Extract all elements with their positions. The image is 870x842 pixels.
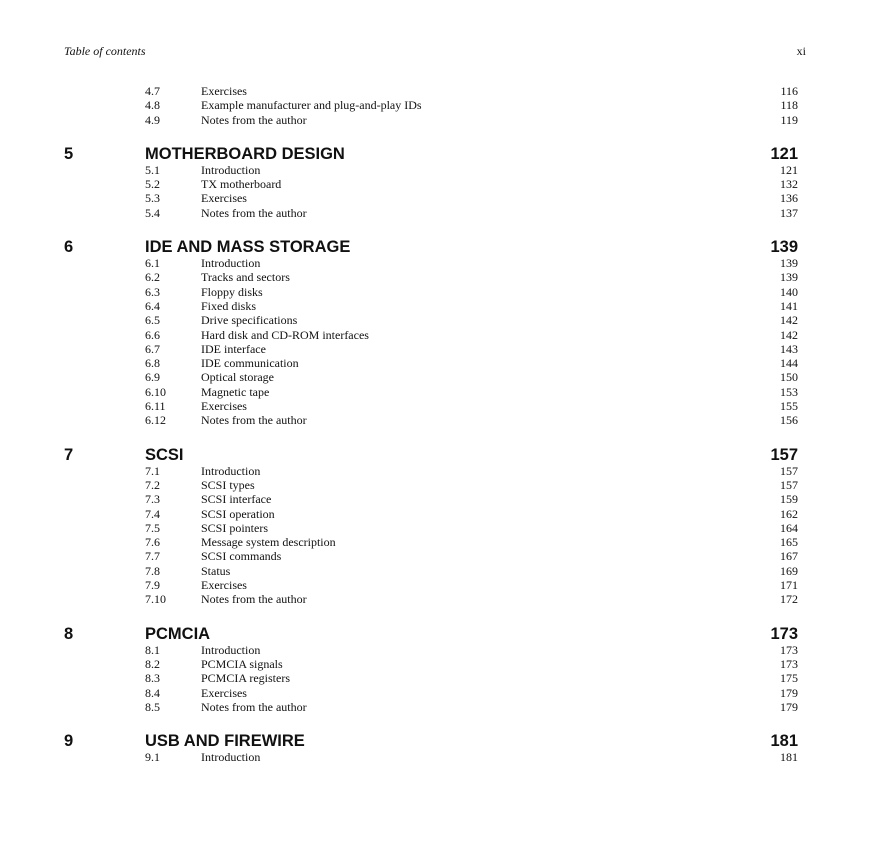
section-page-number: 119: [780, 112, 798, 127]
section-number: 6.7: [145, 341, 160, 356]
section-title: TX motherboard: [201, 177, 282, 192]
chapter-block: [64, 446, 798, 607]
section-page-number: 162: [780, 506, 798, 521]
header-page-number: xi: [796, 44, 806, 58]
section-page-number: 153: [780, 384, 798, 399]
section-number: 9.1: [145, 750, 160, 765]
section-title: Introduction: [201, 642, 261, 657]
section-page-number: 121: [780, 162, 798, 177]
section-title: IDE interface: [201, 341, 266, 356]
toc-entry: [64, 507, 798, 521]
toc-entry: [64, 342, 798, 356]
section-page-number: 137: [780, 205, 798, 220]
section-title: Exercises: [201, 399, 247, 414]
section-number: 6.2: [145, 270, 160, 285]
section-page-number: 179: [780, 685, 798, 700]
section-number: 7.3: [145, 492, 160, 507]
section-page-number: 116: [780, 84, 798, 98]
section-number: 5.1: [145, 162, 160, 177]
section-title: SCSI operation: [201, 506, 275, 521]
section-number: 5.3: [145, 191, 160, 206]
section-title: Floppy disks: [201, 284, 263, 299]
toc-entry: [64, 643, 798, 657]
section-number: 7.2: [145, 477, 160, 492]
toc-entry: [64, 750, 798, 764]
section-page-number: 164: [780, 520, 798, 535]
section-number: 5.2: [145, 177, 160, 192]
toc-entry: [64, 464, 798, 478]
section-page-number: 156: [780, 413, 798, 428]
section-page-number: 175: [780, 671, 798, 686]
section-number: 7.8: [145, 563, 160, 578]
chapter-heading: [64, 732, 798, 750]
section-number: 7.6: [145, 535, 160, 550]
section-page-number: 179: [780, 699, 798, 714]
section-title: Exercises: [201, 685, 247, 700]
chapter-title: SCSI: [145, 445, 184, 464]
toc-entry: [64, 177, 798, 191]
section-number: 7.4: [145, 506, 160, 521]
section-number: 6.12: [145, 413, 166, 428]
section-number: 4.8: [145, 98, 160, 113]
section-page-number: 155: [780, 399, 798, 414]
toc-entry: [64, 564, 798, 578]
section-title: Magnetic tape: [201, 384, 270, 399]
section-page-number: 118: [780, 98, 798, 113]
section-title: Notes from the author: [201, 592, 307, 607]
section-title: Example manufacturer and plug-and-play IDs: [201, 98, 422, 113]
toc-entry: [64, 299, 798, 313]
section-number: 4.9: [145, 112, 160, 127]
toc-entry: [64, 578, 798, 592]
section-number: 5.4: [145, 205, 160, 220]
section-title: Notes from the author: [201, 112, 307, 127]
chapter-number: 6: [64, 238, 74, 257]
section-title: SCSI commands: [201, 549, 282, 564]
toc-entry: [64, 84, 798, 98]
chapter-title: IDE AND MASS STORAGE: [145, 238, 351, 257]
section-title: Optical storage: [201, 370, 274, 385]
section-page-number: 132: [780, 177, 798, 192]
chapter-number: 7: [64, 445, 74, 464]
toc-entry: [64, 592, 798, 606]
section-number: 6.6: [145, 327, 160, 342]
section-title: Notes from the author: [201, 413, 307, 428]
toc-entry: [64, 256, 798, 270]
chapter-number: 9: [64, 732, 74, 751]
table-of-contents: [64, 84, 798, 764]
section-title: Hard disk and CD-ROM interfaces: [201, 327, 369, 342]
toc-entry: [64, 399, 798, 413]
section-page-number: 140: [780, 284, 798, 299]
section-number: 8.2: [145, 656, 160, 671]
section-page-number: 172: [780, 592, 798, 607]
chapter-block: [64, 625, 798, 714]
section-page-number: 169: [780, 563, 798, 578]
section-page-number: 159: [780, 492, 798, 507]
section-title: Fixed disks: [201, 298, 257, 313]
section-title: SCSI pointers: [201, 520, 269, 535]
section-title: IDE communication: [201, 356, 299, 371]
section-title: Exercises: [201, 84, 247, 98]
toc-entry: [64, 521, 798, 535]
toc-entry: [64, 535, 798, 549]
section-page-number: 136: [780, 191, 798, 206]
chapter-number: 5: [64, 144, 74, 163]
chapter-page-number: 139: [770, 238, 798, 257]
section-page-number: 142: [780, 313, 798, 328]
chapter-block: [64, 732, 798, 764]
toc-entry: [64, 356, 798, 370]
toc-entry: [64, 686, 798, 700]
section-title: Drive specifications: [201, 313, 298, 328]
section-number: 4.7: [145, 84, 160, 98]
toc-entry: [64, 385, 798, 399]
toc-entry: [64, 98, 798, 112]
section-title: Status: [201, 563, 231, 578]
chapter-heading: [64, 145, 798, 163]
section-number: 8.5: [145, 699, 160, 714]
section-number: 6.1: [145, 256, 160, 271]
toc-entry: [64, 700, 798, 714]
chapter-heading: [64, 238, 798, 256]
section-number: 6.3: [145, 284, 160, 299]
running-header: [64, 44, 806, 64]
toc-entry: [64, 478, 798, 492]
section-title: Notes from the author: [201, 699, 307, 714]
chapter-block: [64, 238, 798, 428]
section-title: Introduction: [201, 463, 261, 478]
section-number: 8.3: [145, 671, 160, 686]
toc-entry: [64, 163, 798, 177]
chapter-heading: [64, 446, 798, 464]
chapter-number: 8: [64, 624, 74, 643]
chapter-title: MOTHERBOARD DESIGN: [145, 144, 345, 163]
section-title: PCMCIA registers: [201, 671, 291, 686]
section-page-number: 171: [780, 578, 798, 593]
section-page-number: 141: [780, 298, 798, 313]
section-title: Introduction: [201, 750, 261, 765]
section-page-number: 165: [780, 535, 798, 550]
section-number: 6.5: [145, 313, 160, 328]
toc-entry: [64, 285, 798, 299]
section-page-number: 143: [780, 341, 798, 356]
toc-entry: [64, 328, 798, 342]
section-page-number: 142: [780, 327, 798, 342]
section-page-number: 173: [780, 642, 798, 657]
chapter-title: USB AND FIREWIRE: [145, 732, 305, 751]
section-number: 7.7: [145, 549, 160, 564]
toc-entry: [64, 113, 798, 127]
section-title: Exercises: [201, 191, 247, 206]
toc-entry: [64, 492, 798, 506]
section-page-number: 181: [780, 750, 798, 765]
chapter-page-number: 181: [770, 732, 798, 751]
section-number: 8.4: [145, 685, 160, 700]
toc-entry: [64, 657, 798, 671]
section-number: 6.10: [145, 384, 166, 399]
section-number: 7.1: [145, 463, 160, 478]
section-number: 6.8: [145, 356, 160, 371]
section-page-number: 157: [780, 477, 798, 492]
section-page-number: 139: [780, 256, 798, 271]
continued-sections: [64, 84, 798, 127]
section-number: 7.10: [145, 592, 166, 607]
toc-entry: [64, 313, 798, 327]
section-number: 7.9: [145, 578, 160, 593]
section-title: Exercises: [201, 578, 247, 593]
chapter-title: PCMCIA: [145, 624, 211, 643]
section-title: Introduction: [201, 256, 261, 271]
section-number: 8.1: [145, 642, 160, 657]
section-number: 6.4: [145, 298, 160, 313]
section-title: PCMCIA signals: [201, 656, 283, 671]
chapter-block: [64, 145, 798, 220]
chapter-heading: [64, 625, 798, 643]
section-title: Message system description: [201, 535, 336, 550]
section-page-number: 139: [780, 270, 798, 285]
section-page-number: 173: [780, 656, 798, 671]
section-number: 6.11: [145, 399, 166, 414]
section-title: Tracks and sectors: [201, 270, 290, 285]
toc-entry: [64, 270, 798, 284]
header-title: Table of contents: [64, 44, 146, 58]
chapter-page-number: 121: [770, 144, 798, 163]
section-page-number: 144: [780, 356, 798, 371]
toc-entry: [64, 370, 798, 384]
section-page-number: 167: [780, 549, 798, 564]
section-title: SCSI interface: [201, 492, 272, 507]
section-number: 7.5: [145, 520, 160, 535]
toc-entry: [64, 206, 798, 220]
toc-entry: [64, 671, 798, 685]
toc-entry: [64, 549, 798, 563]
toc-entry: [64, 413, 798, 427]
section-title: Notes from the author: [201, 205, 307, 220]
chapter-page-number: 157: [770, 445, 798, 464]
chapter-page-number: 173: [770, 624, 798, 643]
section-title: Introduction: [201, 162, 261, 177]
section-page-number: 150: [780, 370, 798, 385]
section-number: 6.9: [145, 370, 160, 385]
section-page-number: 157: [780, 463, 798, 478]
toc-entry: [64, 191, 798, 205]
section-title: SCSI types: [201, 477, 255, 492]
